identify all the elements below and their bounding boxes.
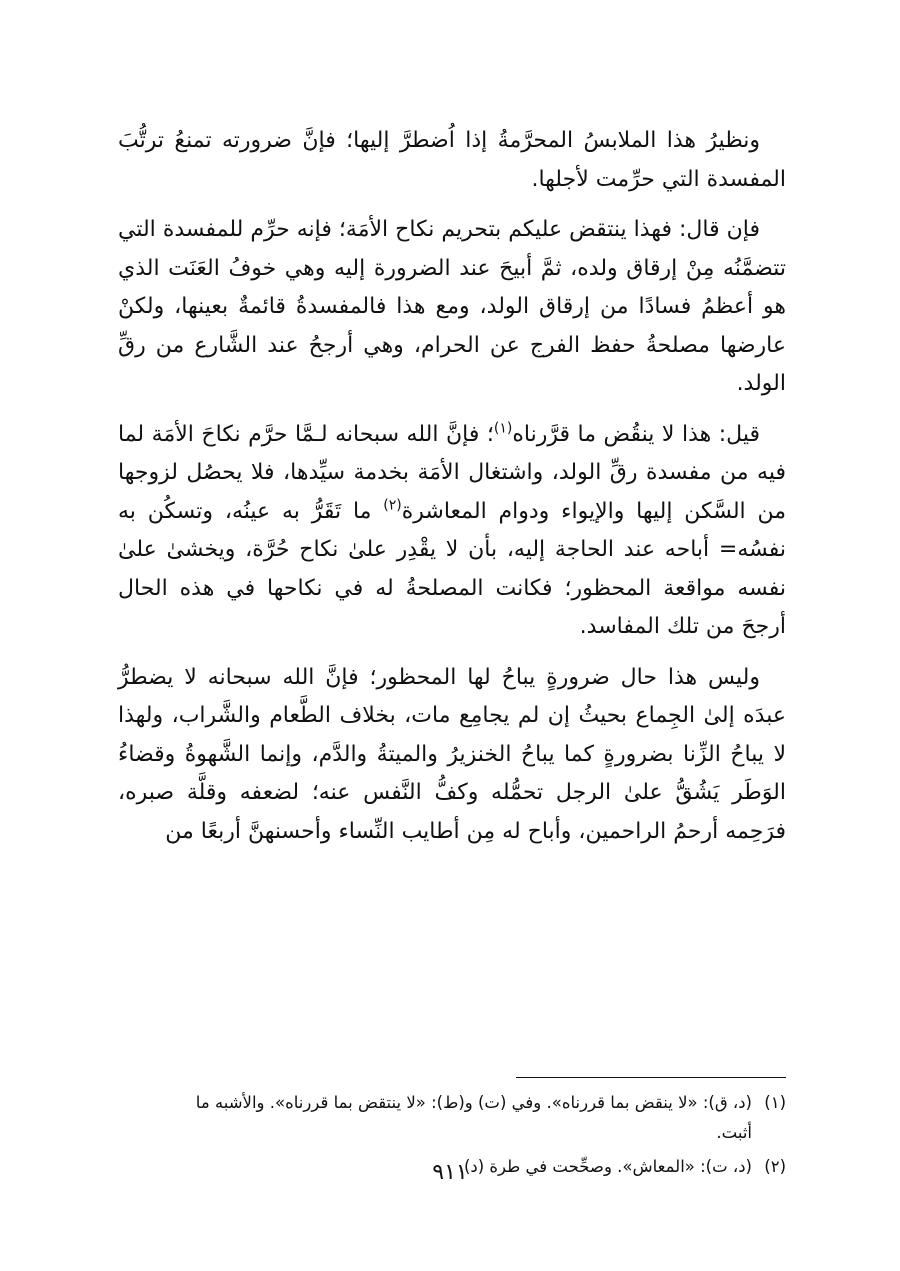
paragraph-3-text-end: ما تَقَرُّ به عينُه، وتسكُن به نفسُه= أباحه عند الحاجة إليه، بأن لا يقْدِر علىٰ نكاح حُرَّة، ويخشىٰ علىٰ نفسه مواقعة المحظور؛ فكانت المصلحةُ له في نكاحها في هذه الحال أرجحَ من تلك المفاسد. [118,498,786,639]
footnote-2-text: (د، ت): «المعاش». وصحِّحت في طرة (د). [458,1157,752,1176]
paragraph-2-text: فإن قال: فهذا ينتقض عليكم بتحريم نكاح الأمَة؛ فإنه حرِّم للمفسدة التي تتضمَّنُه مِنْ إرقاق ولده، ثمَّ أبيحَ عند الضرورة إليه وهي خوفُ العَنَت الذي هو أعظمُ فسادًا من إرقاق الولد، ومع هذا فالمفسدةُ قائمةٌ بعينها، ولكنْ عارضها مصلحةُ حفظ الفرج عن الحرام، وهي أرجحُ عند الشَّارع من رقِّ الولد. [118,217,786,396]
paragraph-4 [118,659,786,852]
footnote-1-continuation: أثبت. [716,1123,752,1142]
footnote-ref-1[interactable]: (١) [493,420,513,437]
page-number: ٩١١ [432,1160,468,1185]
paragraph-3-text-start: قيل: هذا لا ينقُض ما قرَّرناه [512,421,760,447]
paragraph-4-text: وليس هذا حال ضرورةٍ يباحُ لها المحظور؛ فإنَّ الله سبحانه لا يضطرُّ عبدَه إلىٰ الجِماع بحيثُ إن لم يجامِع مات، بخلاف الطَّعام والشَّراب، ولهذا لا يباحُ الزِّنا بضرورةٍ كما يباحُ الخنزيرُ والميتةُ والدَّم، وإنما الشَّهوةُ وقضاءُ الوَطَر يَشُقُّ علىٰ الرجل تحمُّله وكفُّ النَّفس عنه؛ لضعفه وقلَّة صبره، فرَحِمه أرحمُ الراحمين، وأباح له مِن أطايب النِّساء وأحسنهنَّ أربعًا من [118,664,786,844]
footnote-ref-2[interactable]: (٢) [383,497,402,514]
paragraph-3 [118,416,786,647]
footnote-1 [118,1088,786,1148]
footnote-separator [516,1077,786,1078]
main-text [118,122,786,863]
footnote-1-text: (د، ق): «لا ينقض بما قررناه». وفي (ت) و(ط): «لا ينتقض بما قررناه». والأشبه ما [195,1093,752,1112]
paragraph-2 [118,211,786,404]
footnote-1-number: (١) [764,1093,786,1112]
footnote-2-number: (٢) [764,1157,786,1176]
paragraph-3-text-middle: ؛ فإنَّ الله سبحانه لـمَّا حرَّم نكاحَ الأمَة لما فيه من مفسدة رقِّ الولد، واشتغال الأمَة بخدمة سيِّدها، فلا يحصُل لزوجها من السَّكن إليها والإيواء ودوام المعاشرة [118,421,786,524]
paragraph-1-text: ونظيرُ هذا الملابسُ المحرَّمةُ إذا اُضطرَّ إليها؛ فإنَّ ضرورته تمنعُ ترتُّبَ المفسدة التي حرِّمت لأجلها. [118,128,786,192]
paragraph-1 [118,122,786,199]
